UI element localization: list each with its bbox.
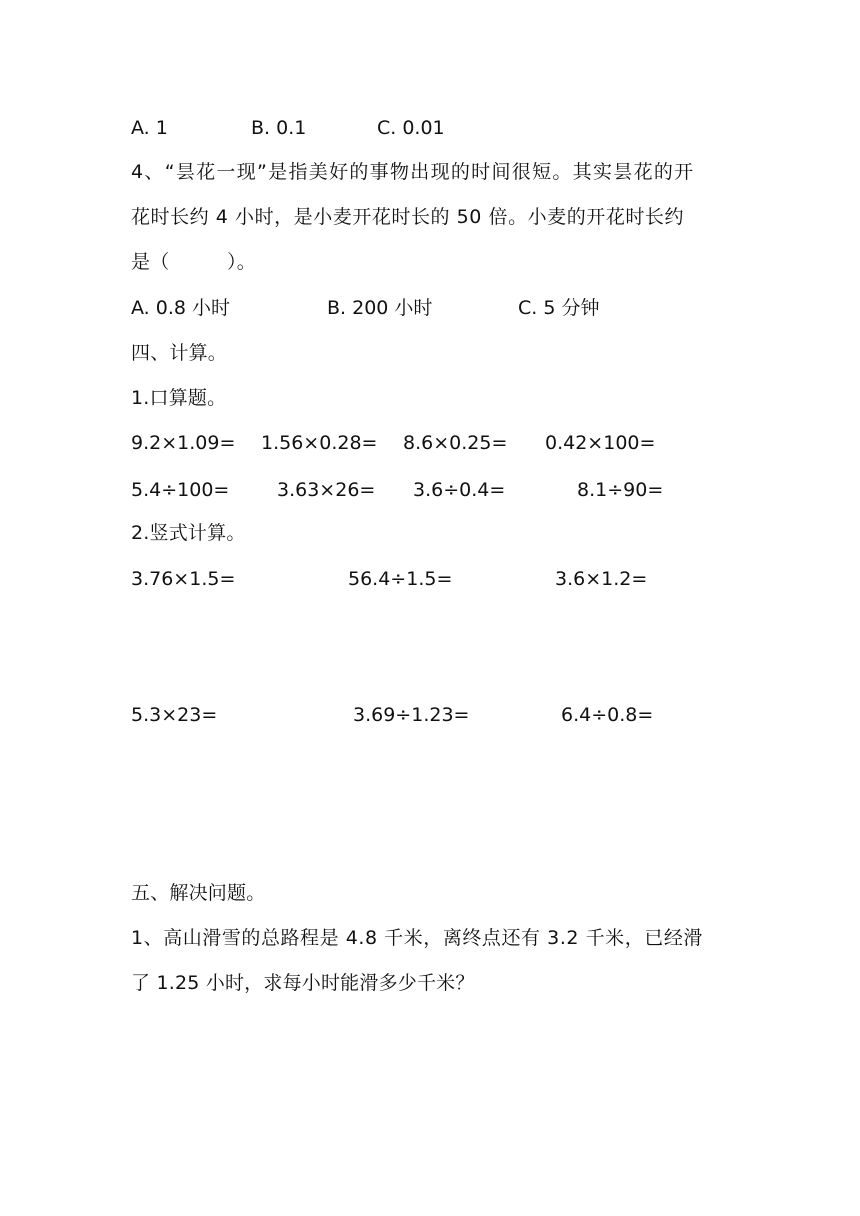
q3-option-c: C. 0.01	[377, 117, 445, 139]
vertical-calc-title: 2.竖式计算。	[131, 522, 246, 544]
oral-item: 8.6×0.25=	[403, 432, 508, 454]
oral-item: 8.1÷90=	[577, 479, 664, 501]
oral-item: 3.6÷0.4=	[413, 479, 506, 501]
vertical-item: 6.4÷0.8=	[561, 704, 654, 726]
vertical-item: 3.6×1.2=	[555, 568, 648, 590]
problem-1-line-2: 了 1.25 小时，求每小时能滑多少千米？	[131, 972, 475, 994]
vertical-item: 3.69÷1.23=	[353, 704, 470, 726]
q4-line-1: 4、“昙花一现”是指美好的事物出现的时间很短。其实昙花的开	[131, 161, 695, 183]
oral-item: 5.4÷100=	[131, 479, 230, 501]
q4-option-b: B. 200 小时	[327, 297, 433, 319]
vertical-item: 5.3×23=	[131, 704, 218, 726]
problem-1-line-1: 1、高山滑雪的总路程是 4.8 千米，离终点还有 3.2 千米，已经滑	[131, 927, 703, 949]
section-4-title: 四、计算。	[131, 342, 228, 364]
oral-item: 1.56×0.28=	[261, 432, 378, 454]
q3-option-a: A. 1	[131, 117, 168, 139]
oral-item: 9.2×1.09=	[131, 432, 236, 454]
section-5-title: 五、解决问题。	[131, 882, 266, 904]
q4-option-a: A. 0.8 小时	[131, 297, 230, 319]
q4-line-3: 是（ ）。	[131, 251, 256, 273]
vertical-item: 56.4÷1.5=	[348, 568, 453, 590]
oral-item: 0.42×100=	[545, 432, 656, 454]
oral-calc-title: 1.口算题。	[131, 387, 227, 409]
q3-option-b: B. 0.1	[251, 117, 307, 139]
vertical-item: 3.76×1.5=	[131, 568, 236, 590]
oral-item: 3.63×26=	[277, 479, 376, 501]
q4-line-2: 花时长约 4 小时，是小麦开花时长的 50 倍。小麦的开花时长约	[131, 206, 685, 228]
q4-option-c: C. 5 分钟	[518, 297, 600, 319]
